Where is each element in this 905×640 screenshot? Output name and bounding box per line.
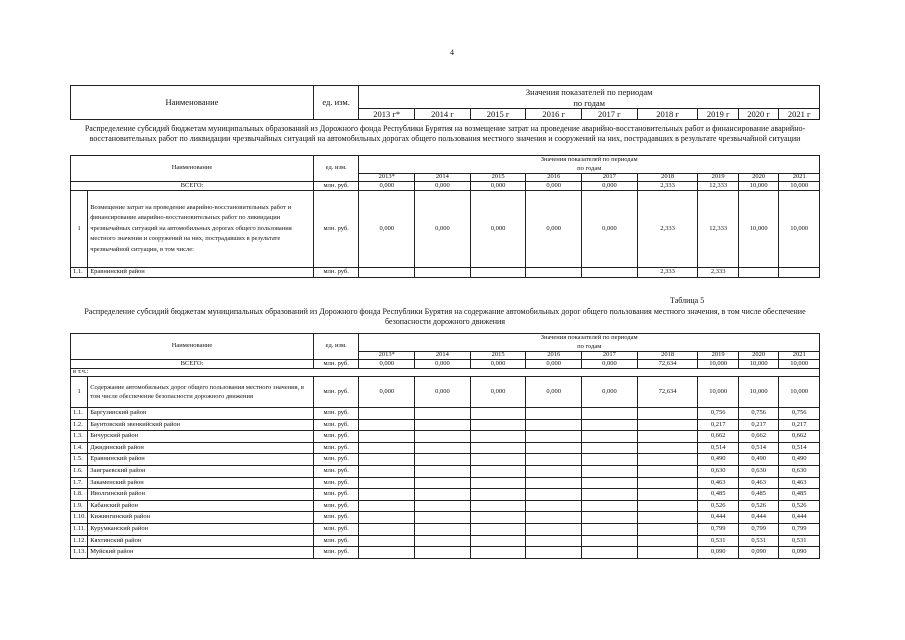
value-cell [582,442,638,454]
value-cell [415,535,471,547]
value-cell [526,268,582,278]
year-header: 2015 [470,174,526,182]
value-cell: 0,444 [779,512,820,524]
value-cell [359,408,415,420]
row-name: Еравнинский район [88,268,314,278]
value-cell: 0,490 [738,454,778,466]
unit-header: ед. изм. [313,86,359,120]
table-row [71,408,820,420]
value-cell: 0,799 [738,523,778,535]
row-unit: млн. руб. [313,477,359,489]
year-header: 2021 [779,174,820,182]
value-cell [415,431,471,443]
total-row [71,360,820,369]
value-cell: 10,000 [698,377,738,408]
year-header: 2017 [582,352,638,360]
value-cell: 2,333 [698,268,738,278]
year-header: 2013 г* [359,109,415,120]
value-cell: 0,000 [415,182,471,191]
value-cell [582,547,638,559]
row-number: 1.7. [71,477,88,489]
value-cell [359,535,415,547]
value-cell: 0,090 [779,547,820,559]
value-cell [637,512,698,524]
row-number: 1 [71,191,88,268]
value-cell [470,465,526,477]
value-cell [415,442,471,454]
total-row [71,182,820,191]
row-number: 1.11. [71,523,88,535]
value-cell [526,523,582,535]
value-cell: 2,333 [637,182,698,191]
value-cell [415,454,471,466]
table-row [71,547,820,559]
year-header: 2020 [738,352,778,360]
value-cell: 10,000 [779,182,820,191]
value-cell: 0,000 [582,377,638,408]
value-cell [526,419,582,431]
value-cell [359,547,415,559]
value-cell [582,489,638,501]
by-years: по годам [359,165,820,174]
row-unit: млн. руб. [313,408,359,420]
row-unit: млн. руб. [313,489,359,501]
row-unit: млн. руб. [313,500,359,512]
year-header: 2014 [415,174,471,182]
table-label: Таблица 5 [670,296,705,305]
value-cell: 0,630 [779,465,820,477]
value-cell [470,477,526,489]
value-cell [415,477,471,489]
year-header: 2016 [526,174,582,182]
value-cell: 0,000 [526,377,582,408]
value-cell [637,465,698,477]
unit-header: ед. изм. [313,156,359,182]
value-cell: 0,000 [415,191,471,268]
row-name: Джидинский район [88,442,314,454]
value-cell [470,500,526,512]
value-cell: 0,799 [779,523,820,535]
year-header: 2019 [698,352,738,360]
value-cell: 0,000 [359,377,415,408]
total-unit: млн. руб. [313,182,359,191]
value-cell [637,523,698,535]
row-unit: млн. руб. [313,547,359,559]
row-name: Баунтовский эвенкийский район [88,419,314,431]
row-name: Иволгинский район [88,489,314,501]
value-cell [526,477,582,489]
value-cell [359,489,415,501]
value-cell [359,431,415,443]
row-unit: млн. руб. [313,377,359,408]
value-cell [582,535,638,547]
top-header-table [70,85,820,120]
table-row [71,419,820,431]
value-cell [415,465,471,477]
value-cell: 0,662 [738,431,778,443]
value-cell [637,442,698,454]
year-header: 2018 г [637,109,698,120]
value-cell [470,442,526,454]
value-cell [582,477,638,489]
value-cell: 0,531 [738,535,778,547]
value-cell: 0,217 [738,419,778,431]
value-cell: 0,531 [698,535,738,547]
table2 [70,333,820,559]
value-cell: 0,000 [470,191,526,268]
value-cell: 0,514 [779,442,820,454]
values-title: Значения показателей по периодам [359,334,820,343]
value-cell: 0,000 [526,182,582,191]
value-cell: 12,333 [698,182,738,191]
year-header: 2015 г [470,109,526,120]
row-number: 1.2. [71,419,88,431]
value-cell: 0,444 [738,512,778,524]
row-number: 1.12. [71,535,88,547]
value-cell: 0,526 [698,500,738,512]
table-row [71,489,820,501]
value-cell [415,268,471,278]
value-cell: 0,000 [582,182,638,191]
table-row [71,431,820,443]
year-header: 2014 г [415,109,471,120]
row-unit: млн. руб. [313,431,359,443]
row-name: Баргузинский район [88,408,314,420]
value-cell [470,512,526,524]
value-cell: 0,000 [359,360,415,369]
year-header: 2015 [470,352,526,360]
value-cell: 0,526 [738,500,778,512]
value-cell: 0,090 [738,547,778,559]
value-cell [526,547,582,559]
value-cell [415,408,471,420]
value-cell: 0,526 [779,500,820,512]
value-cell: 0,514 [738,442,778,454]
value-cell [359,268,415,278]
value-cell [637,454,698,466]
row-name: Закаменский район [88,477,314,489]
row-unit: млн. руб. [313,268,359,278]
value-cell: 0,630 [698,465,738,477]
value-cell [359,512,415,524]
value-cell [637,477,698,489]
row-name: Кабанский район [88,500,314,512]
row-name: Курумканский район [88,523,314,535]
row-name: Возмещение затрат на проведение аварийно-восстановительных работ и финансирование аварийно-восстановительных работ по ликвидации чрезвычайных ситуаций на автомобильных дорогах общего пользования местного значения и сооружений на них, пострадавших в результате чрезвычайной ситуации, в том числе: [88,191,314,268]
year-header: 2021 [779,352,820,360]
value-cell [470,547,526,559]
value-cell [637,489,698,501]
value-cell: 0,490 [698,454,738,466]
row-number: 1.3. [71,431,88,443]
year-header: 2019 г [698,109,738,120]
value-cell [526,454,582,466]
row-name: Еравнинский район [88,454,314,466]
value-cell [582,431,638,443]
value-cell: 0,630 [738,465,778,477]
table-row [71,512,820,524]
name-header: Наименование [71,156,314,182]
value-cell: 0,531 [779,535,820,547]
value-cell [637,431,698,443]
vt-label: в т.ч.: [71,369,820,377]
value-cell: 10,000 [779,191,820,268]
total-label: ВСЕГО: [71,182,314,191]
row-name: Кижингинский район [88,512,314,524]
table-row [71,477,820,489]
value-cell [415,419,471,431]
value-cell: 72,634 [637,377,698,408]
value-cell [415,500,471,512]
value-cell: 0,756 [738,408,778,420]
row-name: Кяхтинский район [88,535,314,547]
value-cell: 0,000 [359,182,415,191]
row-number: 1.1. [71,268,88,278]
value-cell: 12,333 [698,191,738,268]
value-cell [415,512,471,524]
value-cell [470,431,526,443]
row-number: 1.6. [71,465,88,477]
year-header: 2020 [738,174,778,182]
value-cell: 0,799 [698,523,738,535]
value-cell: 10,000 [738,191,778,268]
main-row [71,377,820,408]
value-cell: 10,000 [698,360,738,369]
value-cell: 0,756 [698,408,738,420]
name-header: Наименование [71,334,314,360]
value-cell: 0,485 [698,489,738,501]
value-cell [470,419,526,431]
value-cell [470,454,526,466]
value-cell [470,489,526,501]
year-header: 2017 [582,174,638,182]
value-cell [526,489,582,501]
value-cell [359,465,415,477]
value-cell: 2,333 [637,191,698,268]
value-cell [637,419,698,431]
row-unit: млн. руб. [313,523,359,535]
value-cell: 10,000 [738,377,778,408]
year-header: 2020 г [738,109,778,120]
table-row [71,500,820,512]
row-unit: млн. руб. [313,442,359,454]
value-cell: 0,000 [415,360,471,369]
value-cell: 0,000 [582,360,638,369]
value-cell: 0,090 [698,547,738,559]
value-cell: 0,000 [470,377,526,408]
row-name: Содержание автомобильных дорог общего пользования местного значения, в том числе обеспечение безопасности дорожного движения [88,377,314,408]
row-number: 1.13. [71,547,88,559]
value-cell [526,408,582,420]
unit-header: ед. изм. [313,334,359,360]
value-cell: 0,463 [738,477,778,489]
year-header: 2021 г [779,109,820,120]
year-header: 2016 [526,352,582,360]
value-cell [526,500,582,512]
row-number: 1 [71,377,88,408]
table2-caption: Распределение субсидий бюджетам муниципальных образований из Дорожного фонда Республики Бурятия на содержание автомобильных дорог общего пользования местного значения, в том числе обеспечение безопасности дорожного движения [84,307,806,326]
row-name: Бичурский район [88,431,314,443]
value-cell: 72,634 [637,360,698,369]
year-header: 2016 г [526,109,582,120]
value-cell [359,454,415,466]
value-cell [359,500,415,512]
value-cell [582,512,638,524]
table-row [71,465,820,477]
row-number: 1.8. [71,489,88,501]
value-cell [470,408,526,420]
value-cell: 0,000 [359,191,415,268]
by-years: по годам [359,343,820,352]
value-cell [637,535,698,547]
value-cell: 0,463 [779,477,820,489]
value-cell: 0,662 [779,431,820,443]
row-number: 1.9. [71,500,88,512]
value-cell: 0,514 [698,442,738,454]
value-cell [470,535,526,547]
value-cell [582,268,638,278]
row-unit: млн. руб. [313,454,359,466]
value-cell [582,523,638,535]
value-cell: 0,000 [526,191,582,268]
value-cell: 0,000 [582,191,638,268]
year-header: 2019 [698,174,738,182]
row-unit: млн. руб. [313,535,359,547]
value-cell [582,419,638,431]
value-cell [359,419,415,431]
main-row [71,191,820,268]
page-number: 4 [450,48,454,57]
year-header: 2018 [637,174,698,182]
value-cell: 0,217 [779,419,820,431]
row-number: 1.4. [71,442,88,454]
values-title: Значения показателей по периодам [359,86,820,98]
value-cell [637,500,698,512]
row-unit: млн. руб. [313,512,359,524]
table-row [71,523,820,535]
value-cell [470,523,526,535]
row-unit: млн. руб. [313,191,359,268]
value-cell: 0,000 [415,377,471,408]
total-label: ВСЕГО: [71,360,314,369]
table-row [71,535,820,547]
value-cell: 10,000 [779,377,820,408]
year-header: 2013* [359,174,415,182]
value-cell: 0,217 [698,419,738,431]
value-cell: 2,333 [637,268,698,278]
value-cell [415,523,471,535]
row-name: Заиграевский район [88,465,314,477]
value-cell: 0,463 [698,477,738,489]
row-unit: млн. руб. [313,419,359,431]
value-cell [415,489,471,501]
table-row [71,268,820,278]
value-cell: 0,000 [526,360,582,369]
value-cell: 0,444 [698,512,738,524]
value-cell: 0,756 [779,408,820,420]
value-cell: 0,000 [470,360,526,369]
year-header: 2018 [637,352,698,360]
row-name: Муйский район [88,547,314,559]
value-cell [359,477,415,489]
table-row [71,454,820,466]
row-number: 1.10. [71,512,88,524]
value-cell: 0,490 [779,454,820,466]
value-cell [582,465,638,477]
value-cell [526,512,582,524]
value-cell: 10,000 [779,360,820,369]
value-cell [582,500,638,512]
value-cell [526,442,582,454]
value-cell [526,465,582,477]
row-number: 1.1. [71,408,88,420]
year-header: 2014 [415,352,471,360]
value-cell: 10,000 [738,182,778,191]
value-cell: 0,662 [698,431,738,443]
value-cell [582,454,638,466]
value-cell [637,408,698,420]
table1-caption: Распределение субсидий бюджетам муниципальных образований из Дорожного фонда Республики Бурятия на возмещение затрат на проведение аварийно-восстановительных работ и финансирование аварийно-восстановительных работ по ликвидации чрезвычайных ситуаций на автомобильных дорогах общего пользования местного значения и сооружений на них, пострадавших в результате чрезвычайной ситуации [84,124,806,143]
value-cell [359,523,415,535]
value-cell: 0,485 [738,489,778,501]
value-cell [470,268,526,278]
total-unit: млн. руб. [313,360,359,369]
row-number: 1.5. [71,454,88,466]
row-unit: млн. руб. [313,465,359,477]
value-cell [779,268,820,278]
value-cell [526,535,582,547]
name-header: Наименование [71,86,314,120]
value-cell [526,431,582,443]
value-cell [359,442,415,454]
table1 [70,155,820,278]
value-cell [738,268,778,278]
values-title: Значения показателей по периодам [359,156,820,165]
value-cell [637,547,698,559]
by-years: по годам [359,98,820,109]
value-cell: 10,000 [738,360,778,369]
value-cell: 0,000 [470,182,526,191]
year-header: 2017 г [582,109,638,120]
year-header: 2013* [359,352,415,360]
value-cell [582,408,638,420]
value-cell [415,547,471,559]
value-cell: 0,485 [779,489,820,501]
table-row [71,442,820,454]
